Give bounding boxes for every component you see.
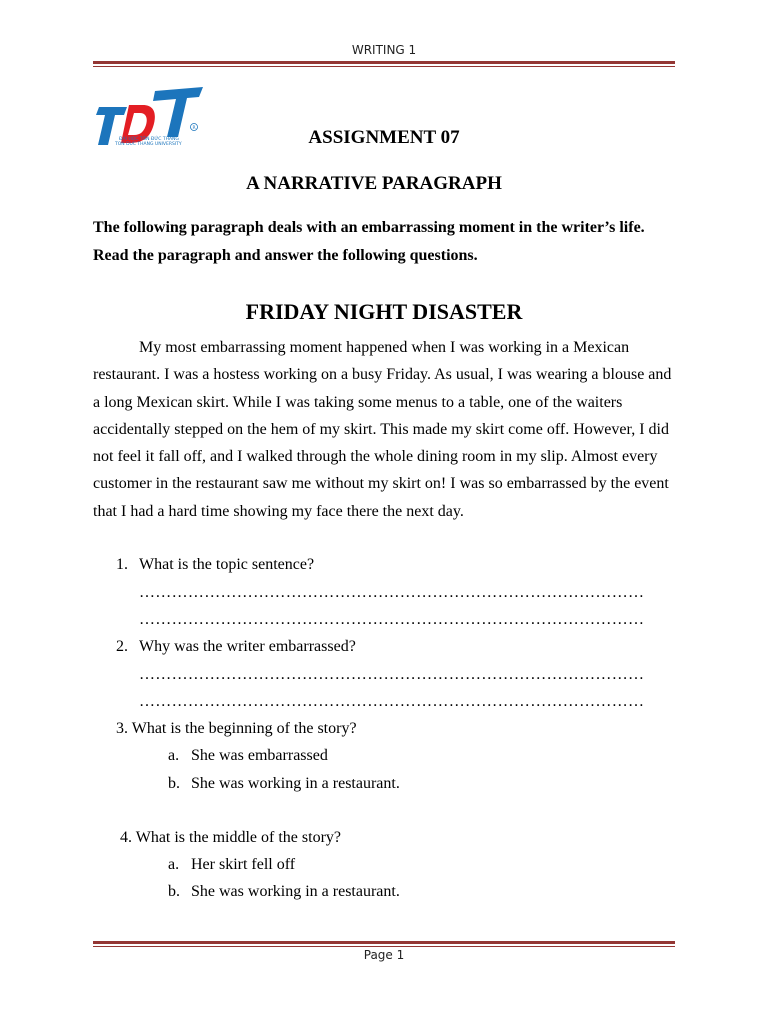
option-text: She was embarrassed [191,747,328,764]
option-letter: b. [168,883,180,900]
header-rule [93,61,675,67]
option-text: She was working in a restaurant. [191,883,400,900]
answer-line[interactable]: ………………………………………………………………………………… [139,666,645,683]
question-1-number: 1. [116,556,128,573]
answer-line[interactable]: ………………………………………………………………………………… [139,693,645,710]
story-title: FRIDAY NIGHT DISASTER [245,299,523,324]
option-text: Her skirt fell off [191,856,296,873]
assignment-subtitle: A NARRATIVE PARAGRAPH [246,173,502,194]
option-letter: a. [168,856,180,873]
page-number: Page 1 [363,948,405,962]
question-2-number: 2. [116,638,128,655]
assignment-title: ASSIGNMENT 07 [308,127,460,148]
option-text: She was working in a restaurant. [191,775,400,792]
instructions: The following paragraph deals with an embarrassing moment in the writer’s life. Read the paragraph and answer the following questions. [93,219,645,264]
story-paragraph: My most embarrassing moment happened when I was working in a Mexican restaurant. I was a hostess working on a busy Friday. As usual, I was wearing a blouse and a long Mexican skirt. While I was taking some menus to a table, one of the waiters accidentally stepped on the hem of my skirt. This made my skirt come off. However, I did not feel it fall off, and I walked through the whole dining room in my slip. Almost every customer in the restaurant saw me without my skirt on! I was so embarrassed by the event that I had a hard time showing my face there the next day. [93,339,672,520]
logo-text-vn: ĐẠI HỌC TÔN ĐỨC THẮNG [119,137,179,142]
question-2-text: Why was the writer embarrassed? [139,638,356,655]
option-letter: a. [168,747,180,764]
question-1-text: What is the topic sentence? [139,556,315,573]
question-3: 3. What is the beginning of the story? [116,720,357,737]
answer-line[interactable]: ………………………………………………………………………………… [139,611,645,628]
question-4: 4. What is the middle of the story? [120,829,341,846]
svg-text:R: R [192,126,196,131]
logo-text-en: TON DUC THANG UNIVERSITY [115,142,182,147]
header-title: WRITING 1 [351,43,417,57]
option-letter: b. [168,775,180,792]
answer-line[interactable]: ………………………………………………………………………………… [139,584,645,601]
footer-rule [93,941,675,947]
